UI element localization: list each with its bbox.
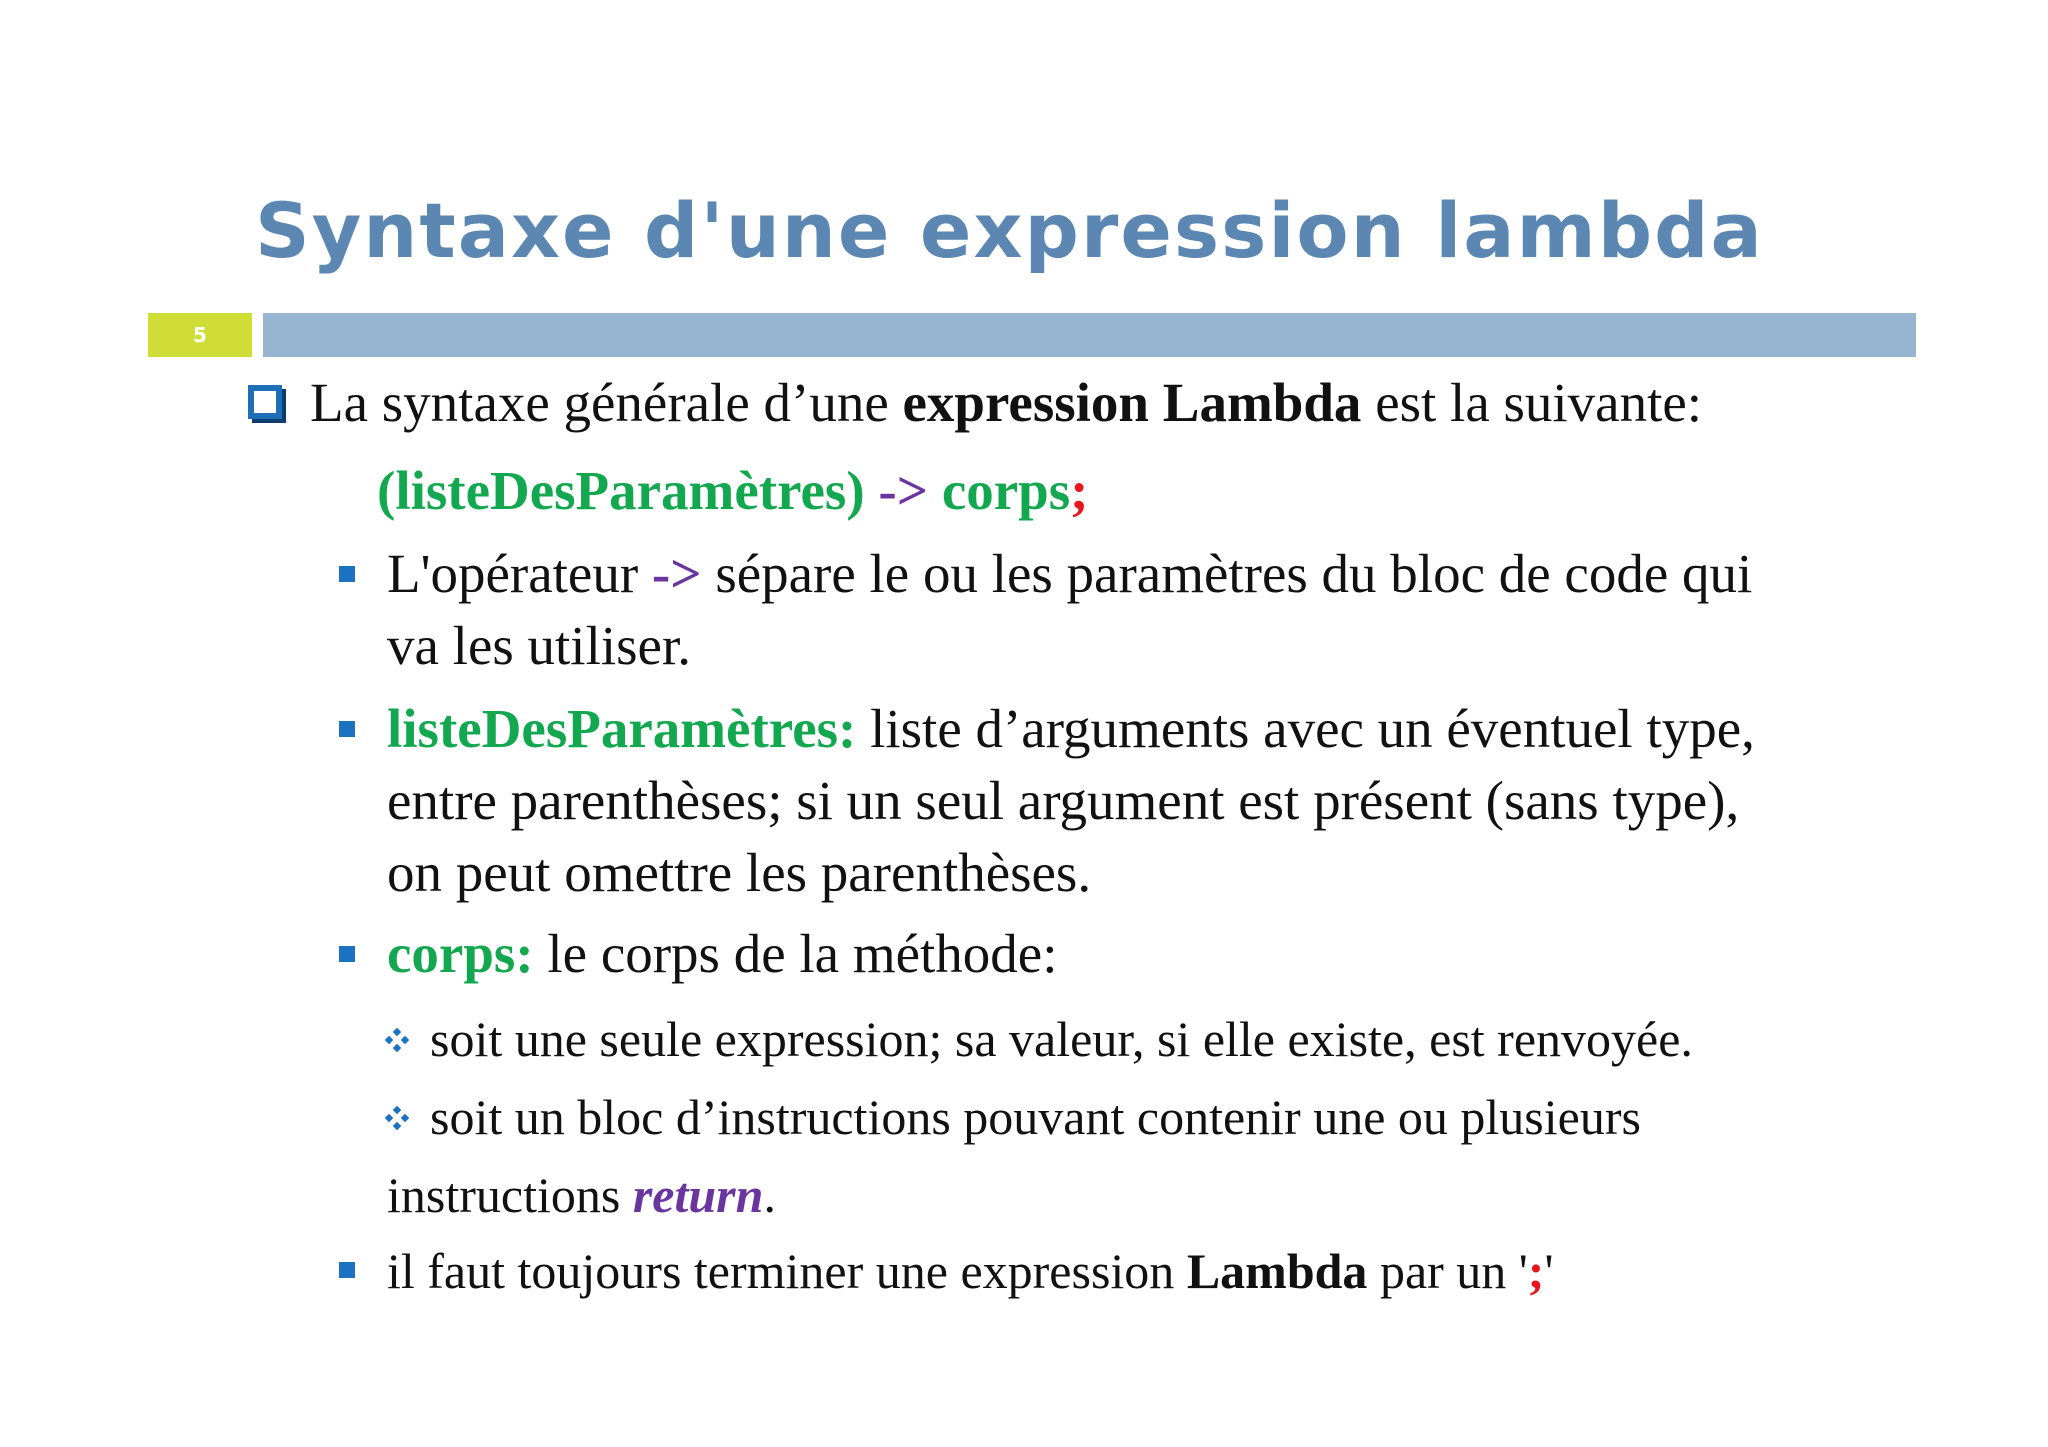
bullet-operator-line1 — [387, 543, 1752, 605]
bullet-operator-line2: va les utiliser. — [387, 615, 691, 676]
params-text1: liste d’arguments avec un éventuel type, — [856, 698, 1755, 759]
terminate-pre: il faut toujours terminer une expression — [387, 1243, 1187, 1299]
diamond-bullet-icon — [385, 1028, 409, 1052]
square-bullet-icon — [339, 946, 355, 962]
bullet-params-line3: on peut omettre les parenthèses. — [387, 842, 1092, 903]
params-label: listeDesParamètres: — [387, 698, 857, 759]
intro-text-pre: La syntaxe générale d’une — [310, 372, 903, 433]
intro-text-bold: expression Lambda — [902, 372, 1362, 433]
sub2-post: . — [763, 1167, 776, 1223]
terminate-mid: par un ' — [1367, 1243, 1528, 1299]
syntax-body: corps — [941, 460, 1071, 521]
bullet-terminate-line — [387, 1242, 1553, 1300]
body-label: corps: — [387, 923, 534, 984]
syntax-params: (listeDesParamètres) — [377, 460, 865, 521]
checkbox-bullet-icon — [248, 385, 282, 419]
body-sub2-line2 — [387, 1166, 776, 1224]
body-sub1: soit une seule expression; sa valeur, si elle existe, est renvoyée. — [430, 1011, 1693, 1067]
diamond-bullet-icon — [385, 1106, 409, 1130]
sub2-pre: instructions — [387, 1167, 633, 1223]
sub2-return: return — [632, 1167, 764, 1223]
syntax-line — [377, 460, 1088, 522]
terminate-semicolon: ; — [1527, 1243, 1545, 1299]
body-sub2-line1: soit un bloc d’instructions pouvant contenir une ou plusieurs — [430, 1089, 1641, 1145]
intro-text-post: est la suivante: — [1361, 372, 1703, 433]
bullet-body-line — [387, 923, 1057, 985]
square-bullet-icon — [339, 1262, 355, 1278]
syntax-semicolon: ; — [1070, 460, 1089, 521]
operator-arrow: -> — [651, 543, 702, 604]
terminate-post: ' — [1544, 1243, 1554, 1299]
bullet-params-line2: entre parenthèses; si un seul argument est présent (sans type), — [387, 770, 1740, 831]
terminate-bold: Lambda — [1186, 1243, 1368, 1299]
title-bar — [263, 313, 1916, 357]
slide-title: Syntaxe d'une expression lambda — [255, 186, 1764, 275]
operator-pre: L'opérateur — [387, 543, 652, 604]
body-text: le corps de la méthode: — [533, 923, 1058, 984]
square-bullet-icon — [339, 721, 355, 737]
intro-line — [310, 372, 1702, 434]
bullet-params-line1 — [387, 698, 1755, 760]
page-number: 5 — [148, 313, 252, 357]
square-bullet-icon — [339, 566, 355, 582]
syntax-arrow: -> — [864, 460, 942, 521]
operator-post: sépare le ou les paramètres du bloc de code qui — [701, 543, 1753, 604]
